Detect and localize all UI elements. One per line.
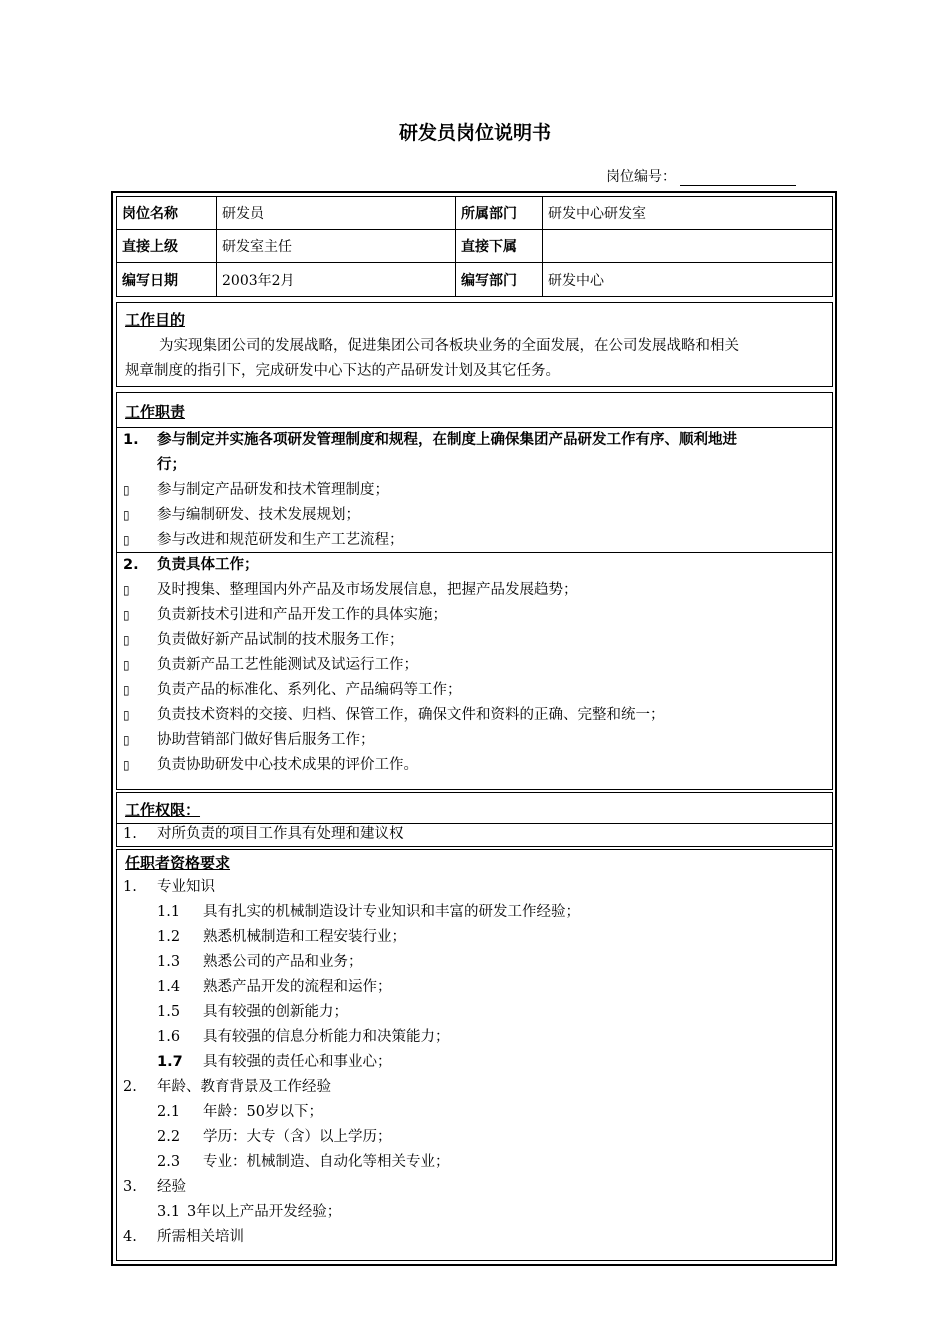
qualification-subnumber: 1.4 <box>157 979 181 995</box>
duties-heading: 工作职责 <box>125 403 186 421</box>
qualification-subnumber: 1.5 <box>157 1004 181 1020</box>
qualification-subnumber: 1.6 <box>157 1029 181 1045</box>
duty-item: 参与改进和规范研发和生产工艺流程； <box>157 532 404 548</box>
qualification-item: 年龄：50岁以下； <box>203 1104 323 1120</box>
bullet-icon: ▯ <box>123 733 130 747</box>
qualifications-heading: 任职者资格要求 <box>125 854 231 872</box>
qualification-item: 具有较强的责任心和事业心； <box>203 1054 392 1070</box>
header-row <box>117 230 832 263</box>
label-cell: 所属部门 <box>455 197 542 229</box>
authority-item: 对所负责的项目工作具有处理和建议权 <box>157 826 404 842</box>
qualification-item: 熟悉机械制造和工程安装行业； <box>203 929 406 945</box>
qualification-subnumber: 3.1 <box>157 1204 181 1220</box>
qualifications-section <box>116 849 833 1261</box>
qualification-subnumber: 2.2 <box>157 1129 181 1145</box>
duty-item: 协助营销部门做好售后服务工作； <box>157 732 375 748</box>
duty-item: 负责做好新产品试制的技术服务工作； <box>157 632 404 648</box>
value-cell: 研发中心研发室 <box>542 197 832 229</box>
qualification-subnumber: 1.7 <box>157 1054 183 1070</box>
qualification-subnumber: 1.1 <box>157 904 181 920</box>
duty-item: 参与编制研发、技术发展规划； <box>157 507 360 523</box>
position-number <box>606 166 796 186</box>
bullet-icon: ▯ <box>123 483 130 497</box>
duty-item: 负责新技术引进和产品开发工作的具体实施； <box>157 607 447 623</box>
qualification-subnumber: 2.1 <box>157 1104 181 1120</box>
value-cell <box>542 230 832 262</box>
duty-group-title: 参与制定并实施各项研发管理制度和规程，在制度上确保集团产品研发工作有序、顺利地进 <box>157 432 737 448</box>
qualification-title: 所需相关培训 <box>157 1229 244 1245</box>
qualification-item: 学历：大专（含）以上学历； <box>203 1129 392 1145</box>
header-table <box>116 196 833 297</box>
bullet-icon: ▯ <box>123 658 130 672</box>
purpose-line: 为实现集团公司的发展战略，促进集团公司各板块业务的全面发展，在公司发展战略和相关 <box>159 338 739 354</box>
duties-section <box>116 392 833 790</box>
header-row <box>117 263 832 296</box>
value-cell: 研发室主任 <box>216 230 455 262</box>
duty-item: 及时搜集、整理国内外产品及市场发展信息，把握产品发展趋势； <box>157 582 578 598</box>
purpose-line: 规章制度的指引下，完成研发中心下达的产品研发计划及其它任务。 <box>125 363 560 379</box>
value-cell: 研发中心 <box>542 263 832 296</box>
purpose-heading: 工作目的 <box>125 311 186 329</box>
duty-group-number: 2. <box>123 557 139 573</box>
duty-group-title: 负责具体工作； <box>157 557 259 573</box>
qualification-title: 年龄、教育背景及工作经验 <box>157 1079 331 1095</box>
position-number-blank <box>680 171 796 186</box>
duty-item: 负责技术资料的交接、归档、保管工作，确保文件和资料的正确、完整和统一； <box>157 707 665 723</box>
duty-item: 负责新产品工艺性能测试及试运行工作； <box>157 657 418 673</box>
qualification-subnumber: 1.3 <box>157 954 181 970</box>
label-cell: 直接下属 <box>455 230 542 262</box>
authority-section <box>116 792 833 847</box>
qualification-item: 专业：机械制造、自动化等相关专业； <box>203 1154 450 1170</box>
bullet-icon: ▯ <box>123 508 130 522</box>
duty-group-number: 1. <box>123 432 139 448</box>
label-cell: 编写部门 <box>455 263 542 296</box>
qualification-item: 熟悉产品开发的流程和运作； <box>203 979 392 995</box>
header-row <box>117 197 832 230</box>
label-cell: 编写日期 <box>122 272 178 289</box>
position-number-label: 岗位编号： <box>606 169 676 185</box>
duty-group-title: 行； <box>157 457 186 473</box>
duty-item: 负责协助研发中心技术成果的评价工作。 <box>157 757 418 773</box>
qualification-subnumber: 1.2 <box>157 929 181 945</box>
bullet-icon: ▯ <box>123 758 130 772</box>
bullet-icon: ▯ <box>123 708 130 722</box>
value-cell: 2003年2月 <box>216 263 455 296</box>
authority-heading: 工作权限： <box>125 801 201 819</box>
qualification-title: 经验 <box>157 1179 186 1195</box>
qualification-number: 1. <box>123 879 137 895</box>
authority-number: 1. <box>123 826 137 842</box>
qualification-number: 4. <box>123 1229 137 1245</box>
value-cell: 研发员 <box>216 197 455 229</box>
qualification-item: 具有较强的信息分析能力和决策能力； <box>203 1029 450 1045</box>
page-title: 研发员岗位说明书 <box>398 122 551 144</box>
bullet-icon: ▯ <box>123 608 130 622</box>
qualification-item: 3年以上产品开发经验； <box>187 1204 342 1220</box>
qualification-number: 3. <box>123 1179 137 1195</box>
qualification-item: 具有扎实的机械制造设计专业知识和丰富的研发工作经验； <box>203 904 580 920</box>
qualification-title: 专业知识 <box>157 879 215 895</box>
duty-item: 负责产品的标准化、系列化、产品编码等工作； <box>157 682 462 698</box>
bullet-icon: ▯ <box>123 633 130 647</box>
bullet-icon: ▯ <box>123 583 130 597</box>
qualification-subnumber: 2.3 <box>157 1154 181 1170</box>
qualification-item: 熟悉公司的产品和业务； <box>203 954 363 970</box>
bullet-icon: ▯ <box>123 683 130 697</box>
qualification-number: 2. <box>123 1079 137 1095</box>
duty-item: 参与制定产品研发和技术管理制度； <box>157 482 389 498</box>
bullet-icon: ▯ <box>123 533 130 547</box>
qualification-item: 具有较强的创新能力； <box>203 1004 348 1020</box>
label-cell: 直接上级 <box>122 239 178 255</box>
purpose-section <box>116 302 833 387</box>
label-cell: 岗位名称 <box>122 206 178 222</box>
